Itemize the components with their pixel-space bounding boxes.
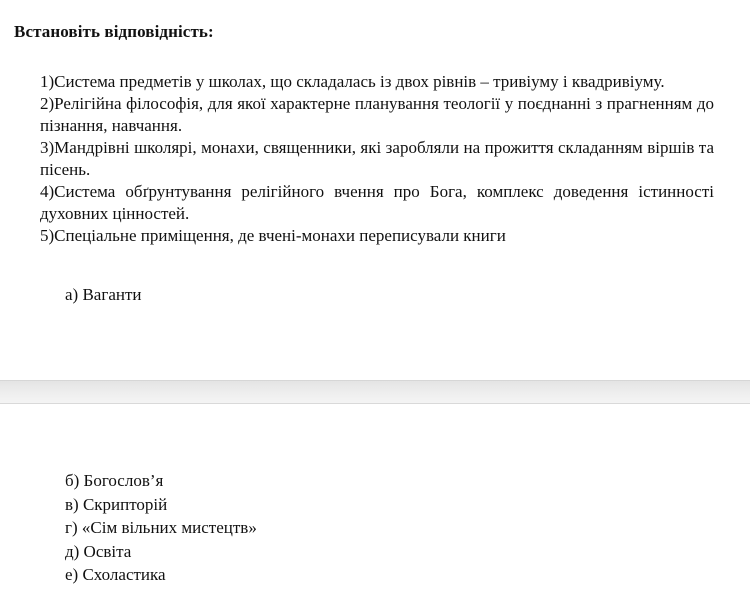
answer-options-page-1 (65, 284, 141, 306)
task-heading: Встановіть відповідність: (14, 22, 214, 41)
statement-item-5: 5)Спеціальне приміщення, де вчені-монахи переписували книги (40, 226, 506, 245)
page-break (0, 380, 750, 404)
answer-options-page-2 (65, 469, 257, 587)
answer-option-a: а) Ваганти (65, 285, 142, 304)
statement-item-1: 1)Система предметів у школах, що складалась із двох рівнів – тривіуму і квадривіуму. (40, 72, 665, 91)
answer-option-e: е) Схоластика (65, 565, 166, 584)
answer-option-h: г) «Сім вільних мистецтв» (65, 518, 257, 537)
answer-option-d: д) Освіта (65, 541, 132, 561)
document-page-2 (0, 404, 750, 606)
statement-item-2: 2)Релігійна філософія, для якої характерне планування теології у поєднанні з прагненням до пізнання, навчання. (40, 94, 714, 135)
statement-item-3: 3)Мандрівні школярі, монахи, священники, які заробляли на прожиття складанням віршів та пісень. (40, 138, 714, 179)
statement-list (14, 71, 714, 247)
statement-item-4: 4)Система обґрунтування релігійного вчення про Бога, комплекс доведення істинності духовних цінностей. (40, 182, 714, 223)
answer-option-v: в) Скрипторій (65, 494, 168, 514)
answer-option-b: б) Богослов’я (65, 471, 164, 490)
